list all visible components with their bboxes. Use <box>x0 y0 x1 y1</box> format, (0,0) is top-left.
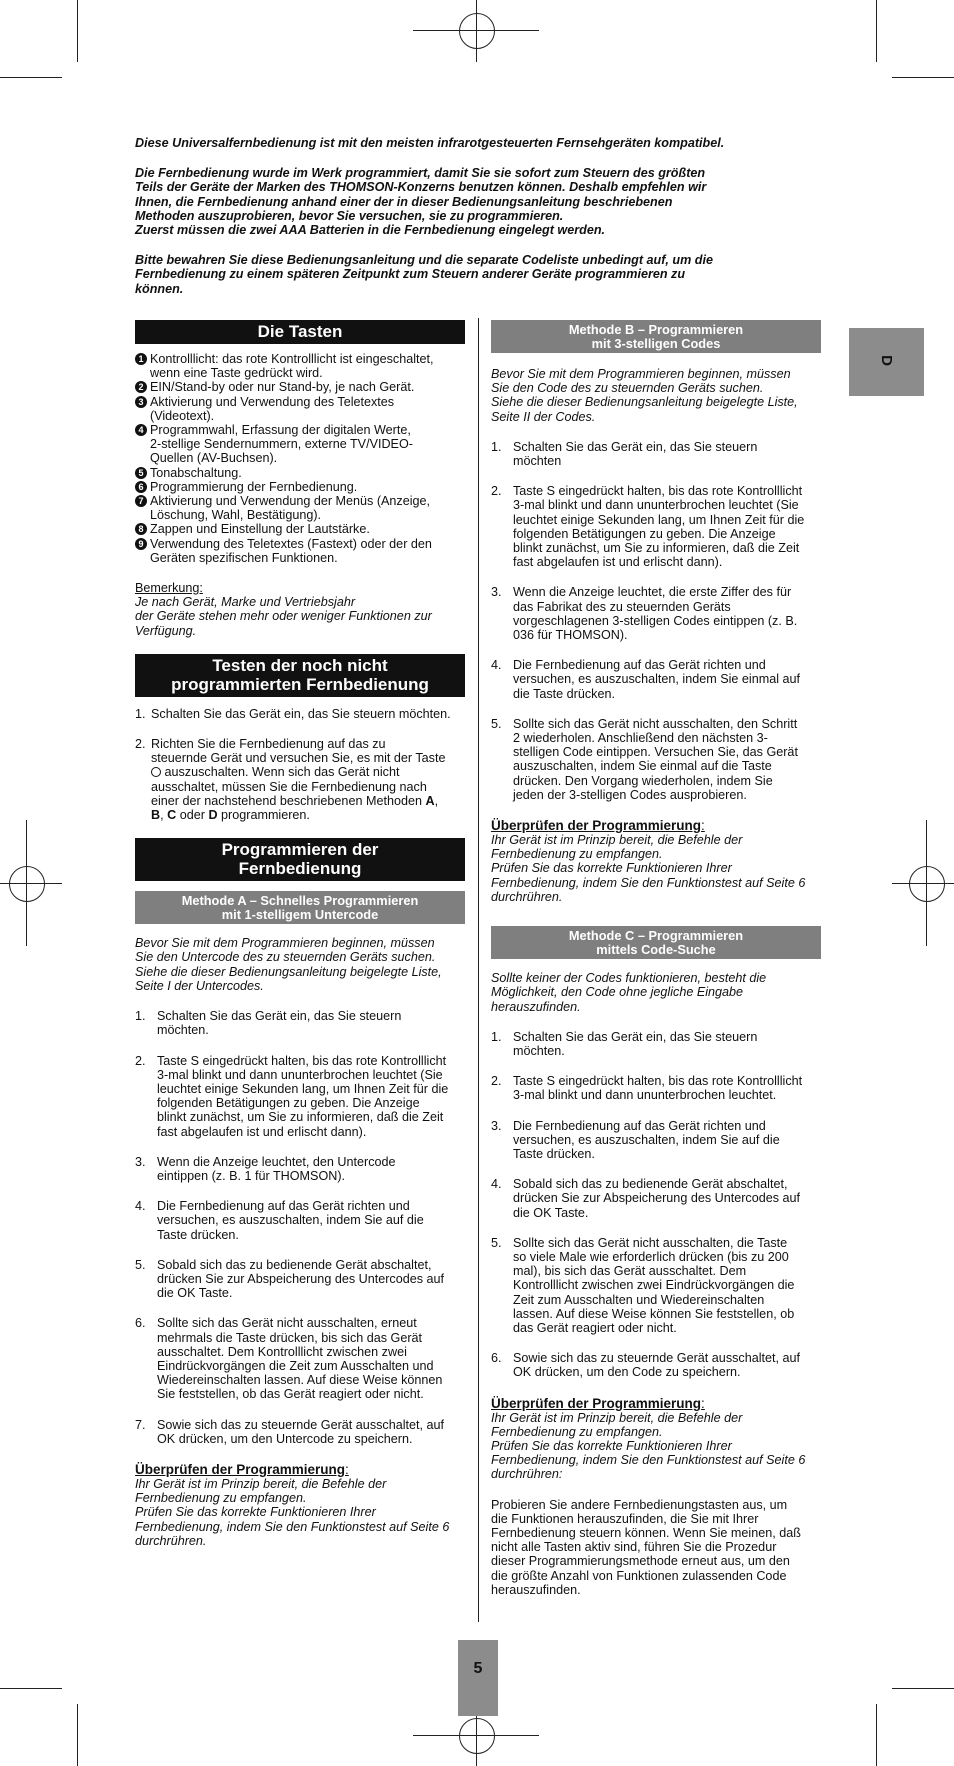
method-b-heading <box>491 320 821 353</box>
step-line: Sowie sich das zu steuernde Gerät ausschaltet, auf <box>157 1417 445 1432</box>
method-b-intro <box>491 367 821 424</box>
text-line: Fernbedienung zu empfangen. <box>491 1424 663 1439</box>
method-c-heading <box>491 926 821 959</box>
step-number: 2. <box>491 1074 502 1089</box>
step-item <box>135 1418 465 1446</box>
method-c-ref: C <box>167 808 177 823</box>
step-line: auszuschalten, indem Sie einmal auf die Taste <box>513 759 772 774</box>
method-b-steps <box>491 440 821 802</box>
intro-line: Möglichkeit, den Code ohne jegliche Eingabe <box>491 985 744 1000</box>
step-number: 1. <box>135 706 146 721</box>
step-number: 2. <box>491 484 502 499</box>
step-line: Schalten Sie das Gerät ein, das Sie steuern <box>157 1009 402 1024</box>
key-list-item <box>135 537 465 565</box>
text-line: durchrühren: <box>491 1467 563 1482</box>
step-item <box>491 484 821 569</box>
step-line: die OK Taste. <box>513 1205 589 1220</box>
key-text: wenn eine Taste gedrückt wird. <box>150 366 323 381</box>
column-divider <box>478 318 479 1622</box>
step-item <box>491 717 821 802</box>
step-line: Taste S eingedrückt halten, bis das rote Kontrolllicht <box>513 1074 803 1089</box>
step-line: Wiedereinschalten lassen. Auf diese Weise können <box>157 1373 443 1388</box>
step-line: Wenn die Anzeige leuchtet, den Untercode <box>157 1154 396 1169</box>
method-a-heading <box>135 891 465 924</box>
method-c-steps <box>491 1030 821 1380</box>
step-item <box>491 1030 821 1058</box>
heading-line: Programmieren der <box>221 840 379 860</box>
circled-number-icon: 9 <box>135 538 147 550</box>
intro-line: Siehe die dieser Bedienungsanleitung beigelegte Liste, <box>135 964 442 979</box>
step-number: 3. <box>135 1154 146 1169</box>
remark-label: Bemerkung: <box>135 581 203 596</box>
intro-line: Bevor Sie mit dem Programmieren beginnen, müssen <box>135 936 435 951</box>
heading-line: mit 1-stelligem Untercode <box>221 906 379 922</box>
text-line: herauszufinden. <box>491 1582 581 1597</box>
text-line: Fernbedienung, indem Sie den Funktionstest auf Seite 6 <box>491 1453 806 1468</box>
crop-mark <box>892 1688 954 1689</box>
test-step <box>135 707 465 721</box>
intro-line: Bevor Sie mit dem Programmieren beginnen, müssen <box>491 367 791 381</box>
intro-paragraph-3 <box>135 253 823 296</box>
intro-line: Diese Universalfernbedienung ist mit den meisten infrarotgesteuerten Fernsehgeräten kompatibel. <box>135 136 725 150</box>
step-line: blinkt zunächst, um Sie zu informieren, daß die Zeit <box>157 1110 444 1125</box>
method-a-steps <box>135 1009 465 1446</box>
step-line-methods: einer der nachstehend beschriebenen Methoden A, <box>151 793 439 808</box>
text-line: durchrühren. <box>135 1533 207 1548</box>
key-list-item <box>135 494 465 522</box>
intro-line: Bitte bewahren Sie diese Bedienungsanleitung und die separate Codeliste unbedingt auf, um die <box>135 253 714 268</box>
step-number: 1. <box>491 439 502 454</box>
intro-line: Ihnen, die Fernbedienung anhand einer der in dieser Bedienungsanleitung beschriebenen <box>135 194 673 209</box>
step-line: fast abgelaufen ist und erlischt dann). <box>157 1124 367 1139</box>
text-line: Prüfen Sie das korrekte Funktionieren Ihrer <box>491 1438 732 1453</box>
step-line: mehrmals die Taste drücken, bis sich das Gerät <box>157 1330 423 1345</box>
step-line: das Gerät reagiert oder nicht. <box>513 1320 677 1335</box>
key-text: Programmierung der Fernbedienung. <box>150 479 358 494</box>
crop-mark <box>0 77 62 78</box>
method-a-check <box>135 1462 465 1548</box>
text-line: Prüfen Sie das korrekte Funktionieren Ihrer <box>491 861 732 876</box>
step-number: 1. <box>135 1009 146 1024</box>
intro-line: Sie den Code des zu steuernden Geräts suchen. <box>491 381 764 396</box>
check-title-text: Überprüfen der Programmierung <box>491 818 702 834</box>
text-line: Fernbedienung, indem Sie den Funktionstest auf Seite 6 <box>491 875 806 890</box>
text-line: Fernbedienung, indem Sie den Funktionstest auf Seite 6 <box>135 1519 450 1534</box>
test-steps <box>135 707 465 822</box>
step-line: lassen. Auf diese Weise können Sie feststellen, ob <box>513 1306 795 1321</box>
check-text <box>491 1411 821 1482</box>
key-text: Verwendung des Teletextes (Fastext) oder der den <box>150 536 432 551</box>
circled-number-icon: 1 <box>135 353 147 365</box>
section-heading-tasten: Die Tasten <box>135 320 465 344</box>
key-text: Kontrolllicht: das rote Kontrolllicht ist eingeschaltet, <box>150 352 434 366</box>
step-text: einer der nachstehend beschriebenen Methoden <box>151 793 422 808</box>
key-list-item <box>135 352 465 380</box>
key-text: (Videotext). <box>150 408 215 423</box>
method-b-ref: B <box>151 808 161 823</box>
step-line: versuchen, es auszuschalten, indem Sie auf die <box>157 1213 424 1228</box>
step-line: Sollte sich das Gerät nicht ausschalten, erneut <box>157 1316 417 1331</box>
step-line: mal), bis sich das Gerät ausschaltet. Dem <box>513 1264 747 1279</box>
step-line: blinkt zunächst, um Sie zu informieren, daß die Zeit <box>513 541 800 556</box>
key-text: EIN/Stand-by oder nur Stand-by, je nach Gerät. <box>150 380 415 395</box>
remark-line-1 <box>135 581 465 609</box>
key-text: Aktivierung und Verwendung der Menüs (Anzeige, <box>150 494 431 509</box>
step-line: Sowie sich das zu steuernde Gerät ausschaltet, auf <box>513 1351 801 1366</box>
test-step <box>135 737 465 822</box>
check-text <box>491 833 821 904</box>
crop-mark <box>892 77 954 78</box>
step-item <box>491 1119 821 1162</box>
text-line: Fernbedienung steuern können. Wenn Sie meinen, daß <box>491 1525 801 1540</box>
method-c-intro <box>491 971 821 1014</box>
crop-mark <box>876 0 877 62</box>
step-line: Die Fernbedienung auf das Gerät richten und <box>157 1199 410 1214</box>
text-line: Ihr Gerät ist im Prinzip bereit, die Befehle der <box>491 833 743 848</box>
method-c-check <box>491 1396 821 1482</box>
key-text: Geräten spezifischen Funktionen. <box>150 550 338 565</box>
remark <box>135 581 465 638</box>
key-text: Tonabschaltung. <box>150 465 242 480</box>
intro-paragraph-2 <box>135 166 823 237</box>
step-line: die OK Taste. <box>157 1286 233 1301</box>
step-number: 2. <box>135 737 146 752</box>
step-number: 7. <box>135 1417 146 1432</box>
check-text <box>135 1477 465 1548</box>
programmieren-text: programmieren. <box>217 808 310 823</box>
key-list-item <box>135 395 465 423</box>
crop-mark <box>77 0 78 62</box>
circled-number-icon: 2 <box>135 381 147 393</box>
text-line: Ihr Gerät ist im Prinzip bereit, die Befehle der <box>491 1410 743 1425</box>
step-item <box>135 1258 465 1301</box>
step-line: das Fabrikat des zu steuernden Geräts <box>513 599 731 614</box>
step-item <box>135 1199 465 1242</box>
text-line: Probieren Sie andere Fernbedienungstasten aus, um <box>491 1497 788 1512</box>
step-line: eintippen (z. B. 1 für THOMSON). <box>157 1168 346 1183</box>
step-line: Sobald sich das zu bedienende Gerät abschaltet, <box>157 1257 432 1272</box>
intro-line: Sie den Untercode des zu steuernden Geräts suchen. <box>135 950 436 965</box>
method-c-final-text <box>491 1498 821 1597</box>
key-text: Programmwahl, Erfassung der digitalen Werte, <box>150 423 411 438</box>
text-line: die größte Anzahl von Funktionen zulassenden Code <box>491 1568 787 1583</box>
heading-line: mittels Code-Suche <box>596 941 716 957</box>
step-line: 036 für THOMSON). <box>513 628 628 643</box>
method-d-ref: D <box>208 808 218 823</box>
text-line: dieser Programmierungsmethode erneut aus, um den <box>491 1554 790 1569</box>
key-text: 2-stellige Sendernummern, externe TV/VIDEO- <box>150 437 413 452</box>
step-line-power <box>151 765 465 779</box>
key-text: Quellen (AV-Buchsen). <box>150 451 278 466</box>
step-line: Eindrückvorgängen die Zeit zum Ausschalten und <box>157 1358 434 1373</box>
step-text: steuernde Gerät und versuchen Sie, es mit der Taste <box>151 751 446 766</box>
step-line: Kontrolllicht zwischen zwei Eindrückvorgängen die <box>513 1278 795 1293</box>
step-line: folgenden Betätigungen zu geben. Die Anzeige <box>157 1096 420 1111</box>
step-line: Zeit zum Ausschalten und Wiedereinschalten <box>513 1292 765 1307</box>
step-line: Wenn die Anzeige leuchtet, die erste Ziffer des für <box>513 585 792 600</box>
method-a-intro <box>135 936 465 993</box>
power-icon <box>151 767 161 777</box>
intro-text <box>135 136 823 312</box>
step-item <box>135 1009 465 1037</box>
step-line: leuchtet einige Sekunden lang, um Ihnen Zeit für die <box>513 512 805 527</box>
step-item <box>491 1236 821 1335</box>
circled-number-icon: 4 <box>135 424 147 436</box>
step-item <box>135 1316 465 1401</box>
language-tab-label: D <box>878 355 895 366</box>
remark-line: Verfügung. <box>135 623 197 638</box>
heading-line: Testen der noch nicht <box>212 655 388 675</box>
step-text: auszuschalten. Wenn sich das Gerät nicht <box>164 765 400 780</box>
step-line-methods: B, C oder D programmieren. <box>151 808 310 823</box>
step-line: leuchtet einige Sekunden lang, um Ihnen Zeit für die <box>157 1081 449 1096</box>
step-line: Taste drücken. <box>157 1227 239 1242</box>
step-line: OK drücken, um den Untercode zu speichern. <box>157 1431 413 1446</box>
step-text: ausschaltet, müssen Sie die Fernbedienung nach <box>151 779 427 794</box>
step-line: OK drücken, um den Code zu speichern. <box>513 1365 741 1380</box>
intro-line: Fernbedienung zu einem späteren Zeitpunkt zum Steuern anderer Geräte programmieren zu <box>135 267 686 282</box>
right-column <box>491 320 821 1597</box>
step-line: Sollte sich das Gerät nicht ausschalten, den Schritt <box>513 716 798 731</box>
step-line: Taste S eingedrückt halten, bis das rote Kontrolllicht <box>513 484 803 499</box>
crop-mark <box>0 1688 62 1689</box>
step-line: möchten. <box>157 1023 209 1038</box>
step-line: Schalten Sie das Gerät ein, das Sie steuern <box>513 439 758 454</box>
circled-number-icon: 5 <box>135 467 147 479</box>
step-item <box>491 440 821 468</box>
step-item <box>135 1155 465 1183</box>
key-list <box>135 352 465 565</box>
remark-text: Je nach Gerät, Marke und Vertriebsjahr <box>135 595 356 610</box>
intro-line: Die Fernbedienung wurde im Werk programmiert, damit Sie sie sofort zum Steuern des größten <box>135 166 706 181</box>
key-text: Zappen und Einstellung der Lautstärke. <box>150 522 370 537</box>
step-line: drücken Sie zur Abspeicherung des Untercodes auf <box>513 1191 801 1206</box>
circled-number-icon: 7 <box>135 495 147 507</box>
step-line: die Taste drücken. <box>513 686 615 701</box>
step-line: Die Fernbedienung auf das Gerät richten und <box>513 1118 766 1133</box>
key-list-item <box>135 380 465 394</box>
step-line: 3-mal blinkt und dann ununterbrochen leuchtet (Sie <box>513 498 799 513</box>
intro-paragraph-1 <box>135 136 823 150</box>
step-number: 6. <box>491 1351 502 1366</box>
left-column <box>135 320 465 1548</box>
circled-number-icon: 6 <box>135 481 147 493</box>
check-title: Überprüfen der Programmierung: <box>491 1395 705 1411</box>
step-line: 3-mal blinkt und dann ununterbrochen leuchtet (Sie <box>157 1067 443 1082</box>
intro-line: können. <box>135 281 184 296</box>
intro-line: Zuerst müssen die zwei AAA Batterien in die Fernbedienung eingelegt werden. <box>135 223 606 238</box>
step-line: 3-mal blinkt und dann ununterbrochen leuchtet. <box>513 1088 777 1103</box>
step-line: möchten <box>513 454 562 469</box>
step-number: 5. <box>491 1235 502 1250</box>
step-item <box>491 1074 821 1102</box>
text-line: durchrühren. <box>491 889 563 904</box>
check-title: Überprüfen der Programmierung: <box>491 818 705 834</box>
key-list-item <box>135 522 465 536</box>
step-line: möchten. <box>513 1043 565 1058</box>
crop-mark <box>876 1704 877 1766</box>
step-line: drücken. Den Vorgang wiederholen, indem Sie <box>513 773 773 788</box>
method-b-check <box>491 818 821 904</box>
intro-line: Methoden auszuprobieren, bevor Sie versuchen, sie zu programmieren. <box>135 208 564 223</box>
heading-line: mit 3-stelligen Codes <box>591 335 721 351</box>
heading-line: Methode C – Programmieren <box>568 928 744 944</box>
circled-number-icon: 8 <box>135 523 147 535</box>
check-title-text: Überprüfen der Programmierung <box>135 1461 346 1477</box>
page-number: 5 <box>458 1640 498 1716</box>
step-line: fast abgelaufen ist und erlischt dann). <box>513 555 723 570</box>
oder-text: oder <box>176 808 209 823</box>
intro-line: Siehe die dieser Bedienungsanleitung beigelegte Liste, <box>491 395 798 410</box>
check-title: Überprüfen der Programmierung: <box>135 1461 349 1477</box>
step-line: Sollte sich das Gerät nicht ausschalten, die Taste <box>513 1235 788 1250</box>
step-number: 3. <box>491 585 502 600</box>
text-line: Fernbedienung zu empfangen. <box>135 1491 307 1506</box>
step-item <box>491 658 821 701</box>
step-line: vorgeschlagenen 3-stelligen Codes eintippen (z. B. <box>513 613 798 628</box>
text-line: nicht alle Tasten aktiv sind, führen Sie die Prozedur <box>491 1540 777 1555</box>
step-number: 4. <box>135 1199 146 1214</box>
step-number: 5. <box>135 1257 146 1272</box>
step-line: stelligen Code eintippen. Versuchen Sie, das Gerät <box>513 745 798 760</box>
step-line: ausschaltet. Dem Kontrolllicht zwischen zwei <box>157 1344 407 1359</box>
heading-line: Methode B – Programmieren <box>568 322 744 337</box>
check-title-text: Überprüfen der Programmierung <box>491 1395 702 1411</box>
circled-number-icon: 3 <box>135 396 147 408</box>
step-line: versuchen, es auszuschalten, indem Sie einmal auf <box>513 672 801 687</box>
key-list-item <box>135 423 465 466</box>
text-line: Ihr Gerät ist im Prinzip bereit, die Befehle der <box>135 1476 387 1491</box>
step-item <box>491 1177 821 1220</box>
step-line: 2 wiederholen. Anschließend den nächsten 3- <box>513 731 768 746</box>
step-line: folgenden Betätigungen zu geben. Die Anzeige <box>513 526 776 541</box>
step-line: Die Fernbedienung auf das Gerät richten und <box>513 658 766 673</box>
intro-line: Sollte keiner der Codes funktionieren, besteht die <box>491 971 767 986</box>
section-heading-programmieren <box>135 838 465 881</box>
key-text: Aktivierung und Verwendung des Teletextes <box>150 394 395 409</box>
heading-line: Methode A – Schnelles Programmieren <box>181 893 419 909</box>
heading-line: programmierten Fernbedienung <box>171 674 429 694</box>
intro-line: herauszufinden. <box>491 999 581 1014</box>
step-line: Taste S eingedrückt halten, bis das rote Kontrolllicht <box>157 1053 447 1068</box>
step-number: 4. <box>491 1177 502 1192</box>
step-line: jeden der 3-stelligen Codes ausprobieren. <box>513 787 747 802</box>
step-line: Schalten Sie das Gerät ein, das Sie steuern <box>513 1029 758 1044</box>
method-a-ref: A <box>425 793 435 808</box>
step-number: 5. <box>491 716 502 731</box>
step-text: Richten Sie die Fernbedienung auf das zu <box>151 737 386 752</box>
crop-mark <box>77 1704 78 1766</box>
step-line: so viele Male wie erforderlich drücken (bis zu 200 <box>513 1249 789 1264</box>
section-heading-testen <box>135 654 465 697</box>
step-line: versuchen, es auszuschalten, indem Sie auf die <box>513 1132 780 1147</box>
text-line: Prüfen Sie das korrekte Funktionieren Ihrer <box>135 1505 376 1520</box>
heading-line: Fernbedienung <box>238 859 362 879</box>
intro-line: Teils der Geräte der Marken des THOMSON-Konzerns benutzen können. Deshalb empfehlen wir <box>135 180 707 195</box>
intro-line: Seite II der Codes. <box>491 409 596 424</box>
step-item <box>135 1054 465 1139</box>
key-list-item <box>135 480 465 494</box>
remark-line: der Geräte stehen mehr oder weniger Funktionen zur <box>135 609 432 624</box>
key-text: Löschung, Wahl, Bestätigung). <box>150 508 322 523</box>
step-number: 6. <box>135 1316 146 1331</box>
step-item <box>491 1351 821 1379</box>
step-number: 2. <box>135 1053 146 1068</box>
step-number: 3. <box>491 1118 502 1133</box>
text-line: Fernbedienung zu empfangen. <box>491 847 663 862</box>
step-number: 1. <box>491 1029 502 1044</box>
step-line: Sie feststellen, ob das Gerät reagiert oder nicht. <box>157 1387 424 1402</box>
step-line: Taste drücken. <box>513 1146 595 1161</box>
language-tab <box>849 328 924 396</box>
intro-line: Seite I der Untercodes. <box>135 978 264 993</box>
step-number: 4. <box>491 658 502 673</box>
step-text: Schalten Sie das Gerät ein, das Sie steuern möchten. <box>151 706 451 721</box>
step-line: Sobald sich das zu bedienende Gerät abschaltet, <box>513 1177 788 1192</box>
step-line: drücken Sie zur Abspeicherung des Untercodes auf <box>157 1271 445 1286</box>
key-list-item <box>135 466 465 480</box>
text-line: die Funktionen herauszufinden, die Sie mit Ihrer <box>491 1511 759 1526</box>
step-item <box>491 585 821 642</box>
